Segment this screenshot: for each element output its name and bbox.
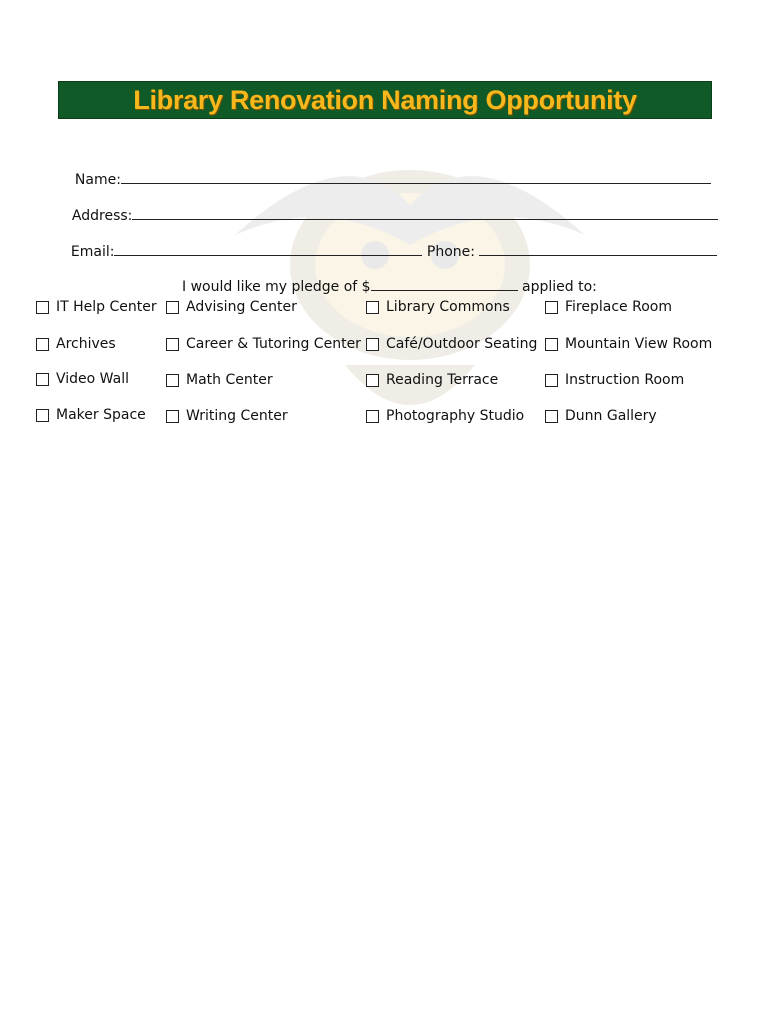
checkbox[interactable]	[166, 301, 179, 314]
option-mountain-view-room[interactable]	[545, 336, 712, 352]
option-label: Instruction Room	[565, 372, 685, 388]
address-field[interactable]	[132, 207, 718, 220]
option-it-help-center[interactable]	[36, 299, 157, 315]
name-label: Name:	[74, 172, 121, 188]
pledge-suffix: applied to:	[517, 279, 597, 295]
option-label: Career & Tutoring Center	[186, 336, 361, 352]
option-label: IT Help Center	[56, 299, 157, 315]
name-row	[66, 155, 711, 188]
option-instruction-room[interactable]	[545, 372, 684, 388]
title-banner	[58, 81, 712, 119]
option-label: Writing Center	[186, 408, 288, 424]
checkbox[interactable]	[366, 410, 379, 423]
checkbox[interactable]	[366, 338, 379, 351]
option-writing-center[interactable]	[166, 408, 288, 424]
phone-label: Phone:	[426, 244, 476, 260]
pledge-row	[0, 262, 770, 295]
checkbox[interactable]	[166, 374, 179, 387]
option-advising-center[interactable]	[166, 299, 297, 315]
checkbox[interactable]	[36, 409, 49, 422]
option-label: Library Commons	[386, 299, 510, 315]
option-video-wall[interactable]	[36, 371, 129, 387]
option-label: Mountain View Room	[565, 336, 713, 352]
address-label: Address:	[71, 208, 133, 224]
option-math-center[interactable]	[166, 372, 273, 388]
checkbox[interactable]	[545, 338, 558, 351]
checkbox[interactable]	[36, 373, 49, 386]
option-label: Dunn Gallery	[565, 408, 657, 424]
option-label: Math Center	[186, 372, 273, 388]
email-phone-row	[62, 227, 717, 260]
address-row	[63, 191, 718, 224]
checkbox[interactable]	[166, 410, 179, 423]
option-label: Reading Terrace	[386, 372, 499, 388]
page-title: Library Renovation Naming Opportunity	[133, 84, 637, 115]
option-library-commons[interactable]	[366, 299, 510, 315]
option-photography-studio[interactable]	[366, 408, 524, 424]
option-reading-terrace[interactable]	[366, 372, 498, 388]
phone-field[interactable]	[479, 243, 717, 256]
option-maker-space[interactable]	[36, 407, 146, 423]
pledge-amount-field[interactable]	[371, 278, 518, 291]
option-label: Café/Outdoor Seating	[386, 336, 538, 352]
checkbox[interactable]	[545, 301, 558, 314]
option-label: Fireplace Room	[565, 299, 672, 315]
email-label: Email:	[70, 244, 115, 260]
option-archives[interactable]	[36, 336, 116, 352]
option-dunn-gallery[interactable]	[545, 408, 657, 424]
checkbox[interactable]	[366, 374, 379, 387]
checkbox[interactable]	[545, 410, 558, 423]
option-label: Video Wall	[56, 371, 129, 387]
checkbox[interactable]	[166, 338, 179, 351]
pledge-prefix: I would like my pledge of $	[181, 279, 371, 295]
option-label: Advising Center	[186, 299, 297, 315]
name-field[interactable]	[121, 171, 711, 184]
option-fireplace-room[interactable]	[545, 299, 672, 315]
option-career-tutoring-center[interactable]	[166, 336, 361, 352]
option-cafe-outdoor-seating[interactable]	[366, 336, 537, 352]
email-field[interactable]	[114, 243, 422, 256]
option-label: Archives	[56, 336, 116, 352]
checkbox[interactable]	[36, 338, 49, 351]
checkbox[interactable]	[36, 301, 49, 314]
checkbox[interactable]	[545, 374, 558, 387]
option-label: Maker Space	[56, 407, 146, 423]
option-label: Photography Studio	[386, 408, 525, 424]
checkbox[interactable]	[366, 301, 379, 314]
